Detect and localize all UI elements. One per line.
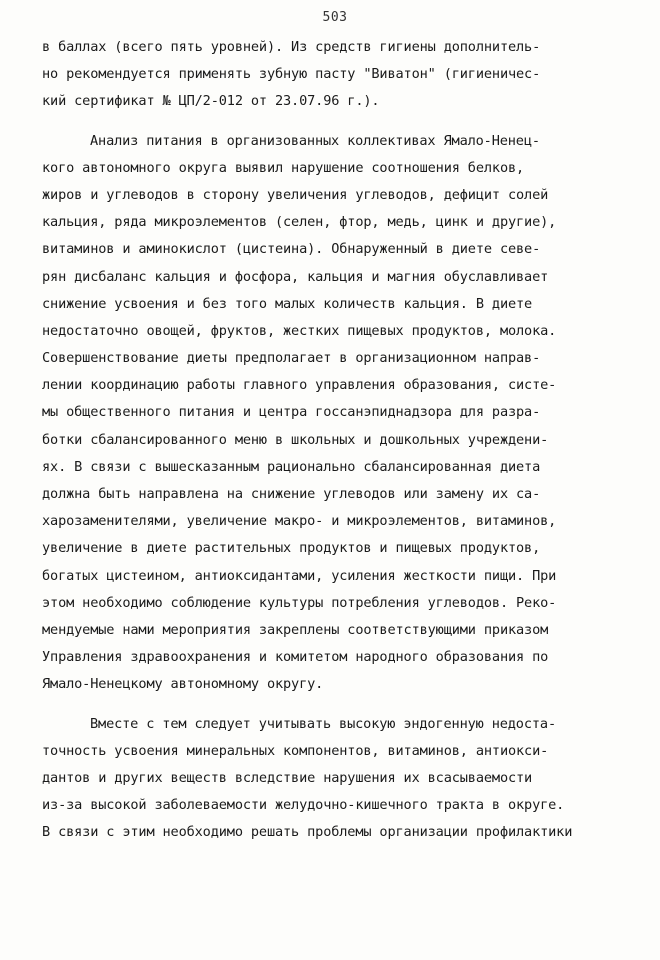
text-line: снижение усвоения и без того малых количеств кальция. В диете	[42, 295, 533, 312]
text-line: точность усвоения минеральных компонентов, витаминов, антиокси-	[42, 742, 549, 759]
text-line: недостаточно овощей, фруктов, жестких пищевых продуктов, молока.	[42, 322, 557, 339]
body-text	[42, 34, 642, 846]
text-line: Вместе с тем следует учитывать высокую эндогенную недоста-	[90, 715, 556, 732]
text-line: жиров и углеводов в сторону увеличения углеводов, дефицит солей	[42, 186, 549, 203]
text-line: мы общественного питания и центра госсанэпиднадзора для разра-	[42, 404, 541, 421]
text-line: должна быть направлена на снижение углеводов или замену их са-	[42, 486, 541, 502]
text-line: кальция, ряда микроэлементов (селен, фтор, медь, цинк и другие),	[42, 214, 557, 231]
paragraph	[42, 34, 642, 116]
paragraph	[42, 711, 642, 847]
text-line: Управления здравоохранения и комитетом народного образования по	[42, 649, 549, 666]
text-line: увеличение в диете растительных продуктов и пищевых продуктов,	[42, 540, 541, 557]
paragraph-gap	[42, 116, 642, 128]
text-line: из-за высокой заболеваемости желудочно-кишечного тракта в округе.	[42, 797, 565, 814]
text-line: ях. В связи с вышесказанным рационально сбалансированная диета	[42, 458, 541, 475]
text-line: кий сертификат № ЦП/2-012 от 23.07.96 г.).	[42, 93, 380, 110]
text-line: рян дисбаланс кальция и фосфора, кальция и магния обуславливает	[42, 268, 549, 285]
text-line: богатых цистеином, антиоксидантами, усиления жесткости пищи. При	[42, 567, 557, 584]
text-line: в баллах (всего пять уровней). Из средств гигиены дополнитель-	[42, 39, 541, 55]
text-line: харозаменителями, увеличение макро- и микроэлементов, витаминов,	[42, 513, 557, 530]
text-line: Совершенствование диеты предполагает в организационном направ-	[42, 350, 541, 367]
text-line: лении координацию работы главного управления образования, систе-	[42, 377, 557, 394]
text-line: мендуемые нами мероприятия закреплены соответствующими приказом	[42, 621, 549, 638]
paragraph-gap	[42, 699, 642, 711]
text-line: но рекомендуется применять зубную пасту "Виватон" (гигиеничес-	[42, 66, 541, 83]
paragraph	[42, 128, 642, 699]
text-line: этом необходимо соблюдение культуры потребления углеводов. Реко-	[42, 594, 557, 611]
text-line: В связи с этим необходимо решать проблемы организации профилактики	[42, 824, 573, 841]
text-line: витаминов и аминокислот (цистеина). Обнаруженный в диете севе-	[42, 241, 541, 258]
text-line: дантов и других веществ вследствие нарушения их всасываемости	[42, 769, 533, 786]
text-line: Ямало-Ненецкому автономному округу.	[42, 676, 324, 693]
text-line: Анализ питания в организованных коллективах Ямало-Ненец-	[90, 132, 540, 149]
text-line: ботки сбалансированного меню в школьных и дошкольных учреждени-	[42, 431, 549, 448]
text-line: кого автономного округа выявил нарушение соотношения белков,	[42, 159, 525, 176]
page-number: 503	[322, 10, 348, 25]
